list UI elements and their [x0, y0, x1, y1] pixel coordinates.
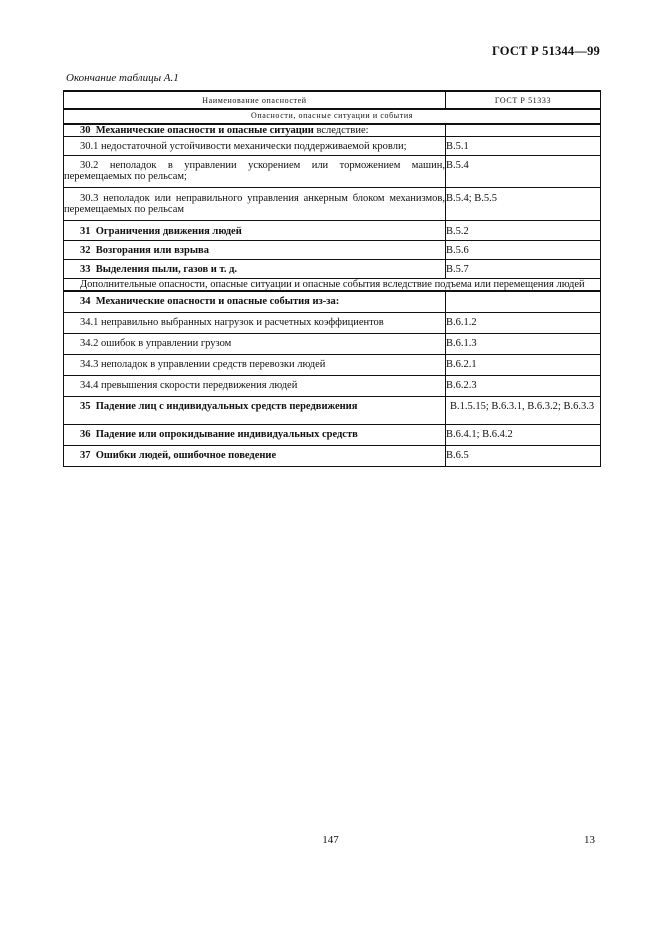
hazard-cell — [64, 260, 446, 279]
table-row — [64, 376, 601, 397]
hazard-cell — [64, 291, 446, 313]
table-row — [64, 397, 601, 425]
reference-cell: B.6.5 — [446, 446, 601, 467]
page-number-center: 147 — [322, 834, 339, 846]
hazard-title: Выделения пыли, газов и т. д. — [95, 264, 238, 275]
hazard-number: 33 — [80, 264, 91, 275]
page-number-right: 13 — [584, 834, 595, 846]
table-row — [64, 156, 601, 188]
section-row — [64, 279, 601, 292]
table-row — [64, 313, 601, 334]
hazard-number: 37 — [80, 450, 91, 461]
hazard-cell: 34.1 неправильно выбранных нагрузок и расчетных коэффициентов — [64, 313, 446, 334]
reference-cell: B.5.4 — [446, 156, 601, 188]
table-row — [64, 260, 601, 279]
reference-cell: B.5.7 — [446, 260, 601, 279]
reference-cell: B.6.1.3 — [446, 334, 601, 355]
hazard-cell — [64, 425, 446, 446]
reference-cell: B.5.1 — [446, 137, 601, 156]
hazard-number: 30 — [80, 125, 91, 136]
hazard-cell: 34.3 неполадок в управлении средств перевозки людей — [64, 355, 446, 376]
section-title: Дополнительные опасности, опасные ситуации и опасные события вследствие подъема или перемещения людей — [64, 279, 601, 292]
hazard-title: Механические опасности и опасные ситуации — [95, 125, 314, 136]
hazard-title: Падение или опрокидывание индивидуальных средств — [95, 429, 358, 440]
hazard-cell — [64, 446, 446, 467]
table-row — [64, 221, 601, 241]
hazard-number: 32 — [80, 245, 91, 256]
reference-cell: B.6.4.1; B.6.4.2 — [446, 425, 601, 446]
hazard-cell — [64, 221, 446, 241]
table-row — [64, 446, 601, 467]
hazard-text: вследствие: — [313, 125, 369, 136]
hazard-title: Ошибки людей, ошибочное поведение — [95, 450, 277, 461]
column-header-hazard: Наименование опасностей — [64, 91, 446, 109]
hazard-number: 31 — [80, 226, 91, 237]
table-caption: Окончание таблицы А.1 — [66, 72, 179, 84]
hazard-cell — [64, 241, 446, 260]
reference-cell: B.5.6 — [446, 241, 601, 260]
table-row — [64, 241, 601, 260]
table-row — [64, 334, 601, 355]
hazard-title: Падение лиц с индивидуальных средств передвижения — [95, 401, 358, 412]
table-header-row — [64, 91, 601, 109]
hazards-table — [63, 90, 601, 467]
hazard-number: 34 — [80, 296, 91, 307]
section-title: Опасности, опасные ситуации и события — [64, 109, 601, 124]
hazard-number: 36 — [80, 429, 91, 440]
table-row — [64, 137, 601, 156]
reference-cell: B.6.2.1 — [446, 355, 601, 376]
table-row — [64, 291, 601, 313]
hazard-title: Возгорания или взрыва — [95, 245, 209, 256]
hazard-cell: 30.2 неполадок в управлении ускорением или торможением машин, перемещаемых по рельсам; — [64, 156, 446, 188]
hazard-cell: 30.3 неполадок или неправильного управления анкерным блоком механизмов, перемещаемых по рельсам — [64, 188, 446, 221]
table-row — [64, 188, 601, 221]
standard-header: ГОСТ Р 51344—99 — [491, 44, 600, 58]
reference-cell — [446, 124, 601, 137]
column-header-reference: ГОСТ Р 51333 — [446, 91, 601, 109]
hazard-title: Механические опасности и опасные события из-за: — [95, 296, 340, 307]
reference-cell — [446, 291, 601, 313]
reference-cell: B.5.4; B.5.5 — [446, 188, 601, 221]
table-row — [64, 355, 601, 376]
table-row — [64, 425, 601, 446]
hazard-cell: 30.1 недостаточной устойчивости механически поддерживаемой кровли; — [64, 137, 446, 156]
hazard-cell — [64, 397, 446, 425]
hazard-cell: 34.2 ошибок в управлении грузом — [64, 334, 446, 355]
reference-cell: B.6.2.3 — [446, 376, 601, 397]
reference-cell: B.6.1.2 — [446, 313, 601, 334]
hazard-number: 35 — [80, 401, 91, 412]
reference-cell: B.5.2 — [446, 221, 601, 241]
section-row — [64, 109, 601, 124]
hazard-cell — [64, 124, 446, 137]
table-row — [64, 124, 601, 137]
hazard-title: Ограничения движения людей — [95, 226, 242, 237]
hazard-cell: 34.4 превышения скорости передвижения людей — [64, 376, 446, 397]
reference-cell: B.1.5.15; B.6.3.1, B.6.3.2; B.6.3.3 — [446, 397, 601, 425]
